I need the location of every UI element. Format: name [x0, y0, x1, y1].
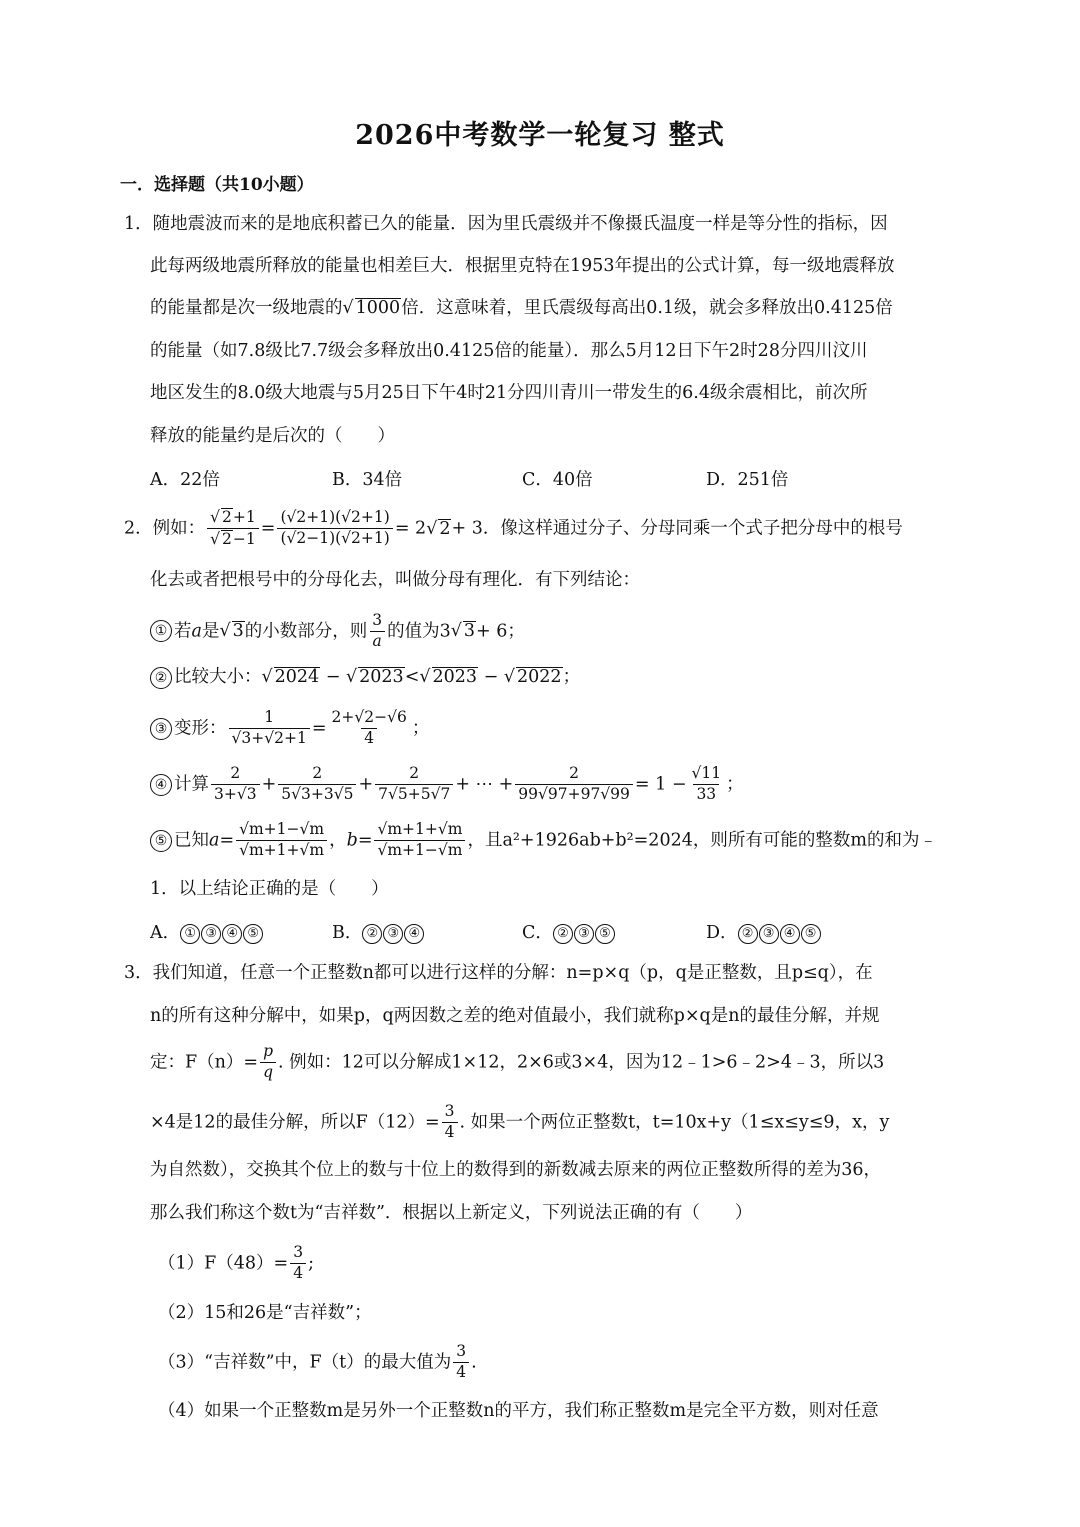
q3-line-6: 那么我们称这个数t为“吉祥数”．根据以上新定义，下列说法正确的有（ ） [150, 1203, 753, 1223]
q1-option-a[interactable]: A．22倍 [150, 470, 220, 490]
section-heading: 一．选择题（共10小题） [120, 175, 314, 195]
circled-number-icon: ② [738, 924, 758, 944]
q2-option-b[interactable]: B． ② ③ ④ [332, 919, 425, 944]
q2-option-d[interactable]: D． ② ③ ④ ⑤ [706, 919, 822, 944]
q1-number: 1． [124, 214, 153, 234]
q3-item-2: （2）15和26是“吉祥数”； [158, 1303, 372, 1323]
q1-line-6: 释放的能量约是后次的（ ） [150, 426, 395, 446]
q3-item-1: （1）F（48）= $\frac{3}{4}$ ; [158, 1243, 314, 1282]
circled-number-icon: ④ [780, 924, 800, 944]
q3-line-2: n的所有这种分解中，如果p，q两因数之差的绝对值最小，我们就称p×q是n的最佳分解，并规 [150, 1006, 880, 1026]
example-fraction-2: $\frac{(√2+1)(√2+1)}{(√2-1)(√2+1)}$ [277, 509, 392, 548]
circled-number-icon: ③ [574, 924, 594, 944]
page-title: 2026中考数学一轮复习 整式 [355, 120, 725, 151]
q2-line-2: 化去或者把根号中的分母化去，叫做分母有理化．有下列结论： [150, 570, 640, 590]
q2-statement-5: ⑤ 已知a= $\frac{√m+1-√m}{√m+1+√m}$ ，b= $\frac{√m+1+√m}{√m+1-√m}$ ，且a²+1926ab+b²=2024，则所有可能的整数m的和为﹣ [150, 820, 937, 861]
q2-statement-1: ① 若a是√ 3的小数部分，则 $\frac{3}{a}$ 的值为3√ 3+ 6； [150, 612, 525, 651]
example-fraction-1: $\frac{√ 2+1}{√ 2-1}$ [207, 508, 259, 549]
q3-line-4: ×4是12的最佳分解，所以F（12）= $\frac{3}{4}$ . 如果一个两位正整数t，t=10x+y（1≤x≤y≤9，x，y [150, 1102, 890, 1141]
q1-line-2: 此每两级地震所释放的能量也相差巨大．根据里克特在1953年提出的公式计算，每一级地震释放 [150, 256, 895, 276]
circled-number-icon: ③ [383, 924, 403, 944]
q2-line-last: 1．以上结论正确的是（ ） [150, 879, 389, 899]
q1-line-4: 的能量（如7.8级比7.7级会多释放出0.4125倍的能量）．那么5月12日下午2时28分四川汶川 [150, 341, 868, 361]
circled-number-icon: ③ [150, 718, 172, 740]
circled-number-icon: ④ [404, 924, 424, 944]
q2-statement-3: ③ 变形： $\frac{1}{√3+√2+1}$ = $\frac{2+√2-√6}{4}$ ； [150, 708, 429, 749]
q1-line-3: 的能量都是次一级地震的√ 1000倍．这意味着，里氏震级每高出0.1级，就会多释放出0.4125倍 [150, 298, 893, 318]
circled-number-icon: ② [150, 667, 172, 689]
q2-line-1: 2．例如： $\frac{√ 2+1}{√ 2-1}$ = $\frac{(√2+1)(√2+1)}{(√2-1)(√2+1)}$ = 2√ 2+ 3．像这样通过分子、分母同乘一个式子把分母中的根号 [124, 508, 903, 548]
q3-line-5: 为自然数），交换其个位上的数与十位上的数得到的新数减去原来的两位正整数所得的差为36， [150, 1160, 882, 1180]
circled-number-icon: ③ [759, 924, 779, 944]
q2-option-a[interactable]: A． ① ③ ④ ⑤ [150, 919, 264, 944]
q3-item-4: （4）如果一个正整数m是另外一个正整数n的平方，我们称正整数m是完全平方数，则对任意 [158, 1401, 879, 1421]
q1-option-b[interactable]: B．34倍 [332, 470, 403, 490]
q1-option-c[interactable]: C．40倍 [522, 470, 593, 490]
q1-line-5: 地区发生的8.0级大地震与5月25日下午4时21分四川青川一带发生的6.4级余震相比，前次所 [150, 383, 868, 403]
circled-number-icon: ④ [222, 924, 242, 944]
circled-number-icon: ④ [150, 774, 172, 796]
circled-number-icon: ⑤ [595, 924, 615, 944]
sqrt-radicand: 1000 [355, 298, 401, 318]
q2-option-c[interactable]: C． ② ③ ⑤ [522, 919, 616, 944]
circled-number-icon: ② [553, 924, 573, 944]
q1-line-1: 1．随地震波而来的是地底积蓄已久的能量．因为里氏震级并不像摄氏温度一样是等分性的指标，因 [124, 214, 888, 234]
circled-number-icon: ① [180, 924, 200, 944]
circled-number-icon: ① [150, 620, 172, 642]
q2-statement-2: ② 比较大小：√ 2024 − √ 2023<√ 2023 − √ 2022； [150, 664, 580, 690]
circled-number-icon: ⑤ [150, 830, 172, 852]
q2-number: 2． [124, 518, 153, 539]
q3-line-3: 定：F（n）= $\frac{p}{q}$ . 例如：12可以分解成1×12，2×6或3×4，因为12﹣1>6﹣2>4﹣3，所以3 [150, 1042, 885, 1081]
q3-item-3: （3）“吉祥数”中，F（t）的最大值为 $\frac{3}{4}$ . [158, 1342, 477, 1381]
q3-line-1: 3．我们知道，任意一个正整数n都可以进行这样的分解：n=p×q（p，q是正整数，且p≤q），在 [124, 963, 873, 983]
circled-number-icon: ② [362, 924, 382, 944]
circled-number-icon: ⑤ [243, 924, 263, 944]
circled-number-icon: ③ [201, 924, 221, 944]
q3-number: 3． [124, 963, 153, 983]
circled-number-icon: ⑤ [801, 924, 821, 944]
q1-option-d[interactable]: D．251倍 [706, 470, 789, 490]
q2-statement-4: ④ 计算 $\frac{2}{3+√3}$ + $\frac{2}{5√3+3√5}$ + $\frac{2}{7√5+5√7}$ + ⋯ + $\frac{2}{99√97+97√99}$ = 1 − $\frac{√11}{33}$ ； [150, 764, 744, 805]
